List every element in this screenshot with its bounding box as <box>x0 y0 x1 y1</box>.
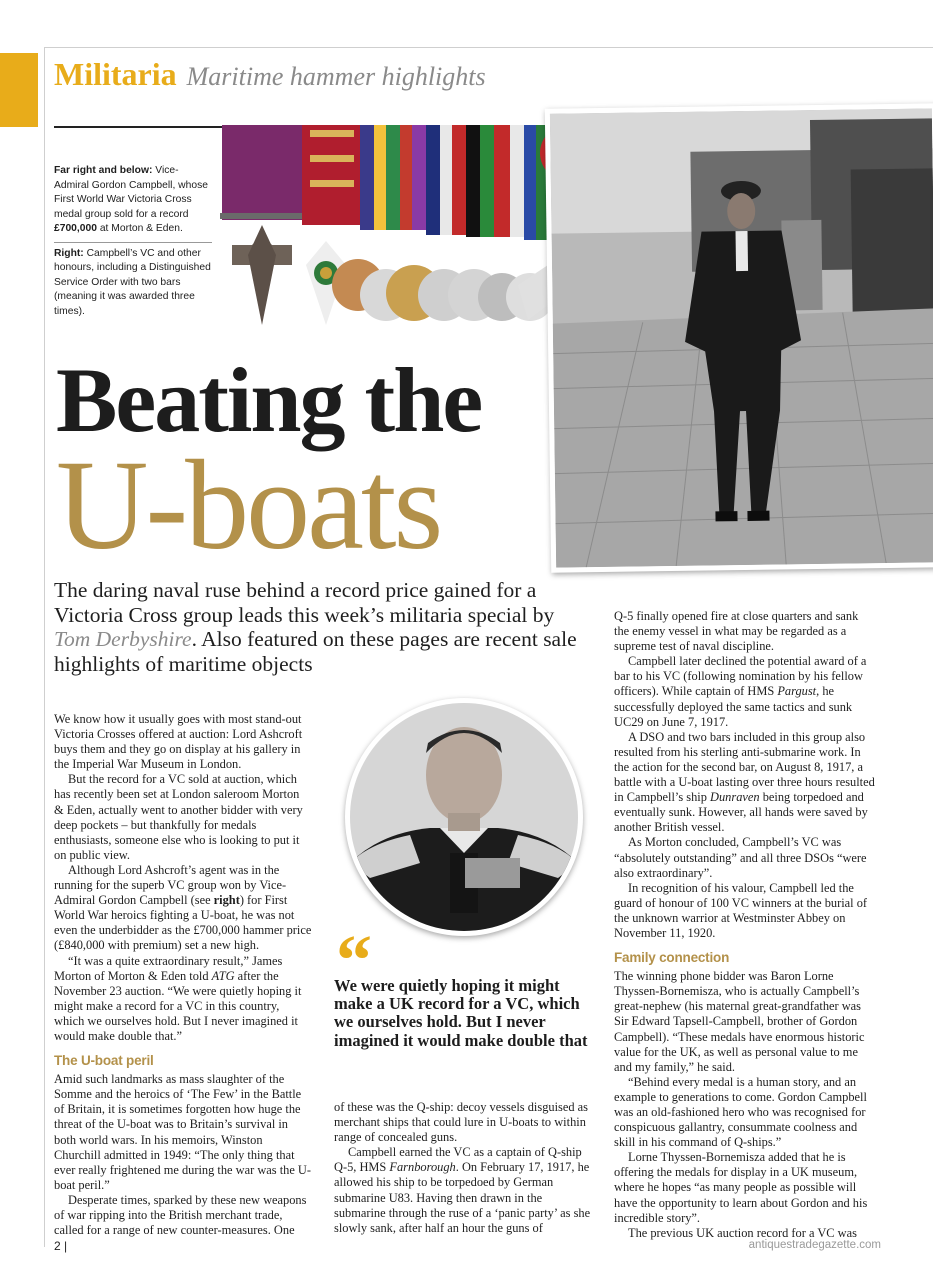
paragraph: A DSO and two bars included in this group also resulted from his sterling anti-submarine work. In the action for the second bar, on August 8, 1917, a battle with a U-boat lasting over three hours resulted in Campbell’s ship Dunraven being torpedoed and eventually sunk. However, all hands were saved by another British vessel. <box>614 729 875 835</box>
body-column-2 <box>334 1100 592 1236</box>
paragraph: Desperate times, sparked by these new weapons of war ripping into the British merchant trade, called for a range of new counter-measures. One <box>54 1192 307 1238</box>
paragraph: We know how it usually goes with most stand-out Victoria Crosses offered at auction: Lord Ashcroft buys them and they go on display at his gallery in the Imperial War Museum in London. <box>54 712 303 772</box>
headline-line-2: U-boats <box>56 434 441 576</box>
caption-rule <box>54 126 224 128</box>
paragraph: Lorne Thyssen-Bornemisza added that he is offering the medals for display in a UK museum, where he hopes “as many people as possible will have the opportunity to learn about Gordon and his incredible story”. <box>614 1150 868 1225</box>
subheading-family-connection: Family connection <box>614 950 730 966</box>
campbell-ship-photo <box>545 103 933 572</box>
subheading-uboat-peril: The U-boat peril <box>54 1053 154 1069</box>
pull-quote: We were quietly hoping it might make a UK record for a VC, which we ourselves hold. But I never imagined it would make double that <box>334 976 588 1050</box>
paragraph: But the record for a VC sold at auction, which has recently been set at London saleroom Morton & Eden, actually went to another bidder with very deep pockets – but thankfully for medals enthusiasts, someone else who is looking to put it on public view. <box>54 772 303 862</box>
top-rule <box>44 47 933 48</box>
paragraph: The previous UK auction record for a VC was <box>628 1225 857 1240</box>
photo-captions <box>54 164 212 319</box>
paragraph: Q-5 finally opened fire at close quarters and sank the enemy vessel in what may be regarded as a supreme test of naval discipline. <box>614 609 859 654</box>
ship-photo-image <box>550 108 933 567</box>
paragraph: of these was the Q-ship: decoy vessels disguised as merchant ships that could lure in U-boats to within range of concealed guns. <box>334 1100 588 1145</box>
caption-1: Far right and below: Vice-Admiral Gordon Campbell, whose First World War Victoria Cross medal group sold for a record £700,000 at Morton & Eden. <box>54 165 208 234</box>
campbell-portrait <box>345 698 583 936</box>
body-column-3 <box>614 609 876 1241</box>
headline-line-1: Beating the <box>56 349 482 451</box>
section-subtitle: Maritime hammer highlights <box>186 62 486 91</box>
paragraph: “It was a quite extraordinary result,” James Morton of Morton & Eden told ATG after the November 23 auction. “We were quietly hoping it might make a record for a VC in this country, which we ourselves hold. But I never imagined it would make double that.” <box>54 953 302 1043</box>
paragraph: The winning phone bidder was Baron Lorne Thyssen-Bornemisza, who is actually Campbell’s great-nephew (his maternal great-grandfather was Sir Edward Tapsell-Campbell, brother of Gordon Campbell). “These medals have enormous historic value for the UK, as well as personal value to me and my family,” he said. <box>614 969 865 1074</box>
portrait-image <box>350 703 578 931</box>
paragraph: “Behind every medal is a human story, and an example to generations to come. Gordon Campbell was an old-fashioned hero who was recognised for conspicuous gallantry, consummate coolness and skill in his command of Q-ships.” <box>614 1074 867 1150</box>
section-name: Militaria <box>54 56 177 92</box>
paragraph: Although Lord Ashcroft’s agent was in the running for the superb VC group won by Vice-Admiral Gordon Campbell (see right) for First World War heroics fighting a U-boat, he was not even the underbidder as the £700,000 hammer price (£840,000 with premium) set a new high. <box>54 862 312 953</box>
body-column-1 <box>54 712 312 1238</box>
quote-mark: “ <box>336 920 372 1000</box>
left-rule <box>44 47 45 1247</box>
section-tab <box>0 53 38 127</box>
paragraph: As Morton concluded, Campbell’s VC was “absolutely outstanding” and all three DSOs “were also extraordinary”. <box>614 835 867 880</box>
caption-2: Right: Campbell’s VC and other honours, including a Distinguished Service Order with two bars (meaning it was awarded three times). <box>54 242 212 320</box>
paragraph: Amid such landmarks as mass slaughter of the Somme and the heroics of ‘The Few’ in the Battle of Britain, it is sometimes forgotten how huge the threat of the U-boat was to Britain’s survival in both world wars. In his memoirs, Winston Churchill admitted in 1949: “The only thing that ever really frightened me during the war was the U-boat peril.” <box>54 1072 312 1192</box>
section-header <box>54 56 486 96</box>
standfirst: The daring naval ruse behind a record price gained for a Victoria Cross group leads this week’s militaria special by Tom Derbyshire. Also featured on these pages are recent sale highlights of maritime objects <box>54 578 577 676</box>
page-number: 2 | <box>54 1239 68 1253</box>
paragraph: Campbell later declined the potential award of a bar to his VC (following nomination by his fellow officers). While captain of HMS Pargust, he successfully deployed the same tactics and sunk UC29 on June 7, 1917. <box>614 654 867 729</box>
website-link[interactable]: antiquestradegazette.com <box>748 1239 881 1251</box>
paragraph: Campbell earned the VC as a captain of Q-ship Q-5, HMS Farnborough. On February 17, 1917, he allowed his ship to be torpedoed by German submarine U83. Having then drawn in the submarine through the ruse of a ‘panic party’ as she slowly sank, after half an hour the guns of <box>334 1145 591 1235</box>
paragraph: In recognition of his valour, Campbell led the guard of honour of 100 VC winners at the burial of the unknown warrior at Westminster Abbey on November 11, 1920. <box>614 880 868 940</box>
author-name: Tom Derbyshire <box>54 627 192 651</box>
